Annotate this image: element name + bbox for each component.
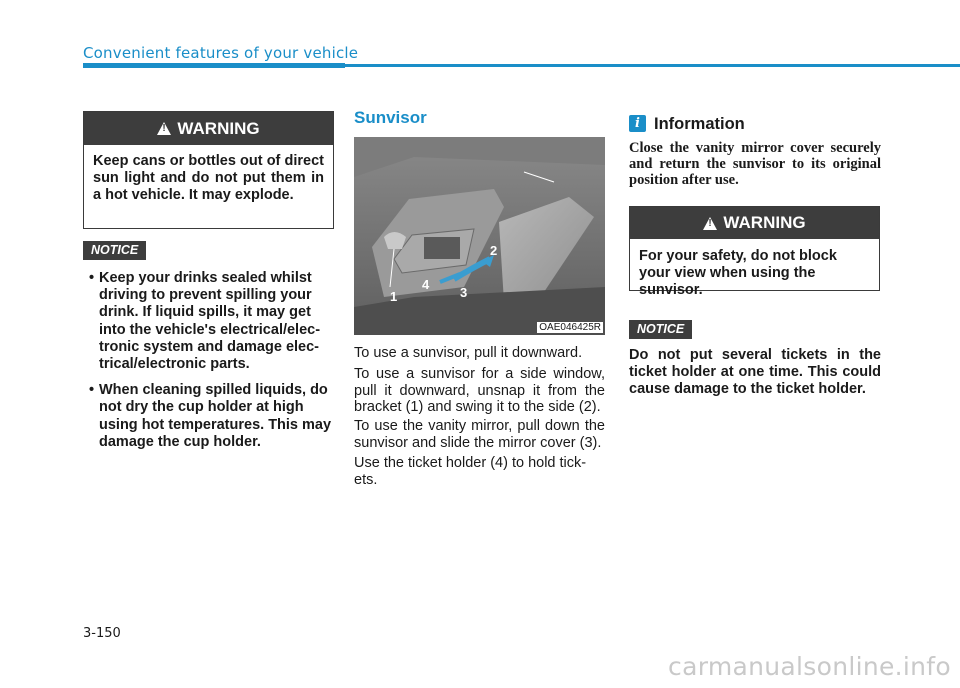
information-icon: i <box>629 115 646 132</box>
watermark-text: carmanualsonline.info <box>668 652 951 681</box>
notice-label-left: NOTICE <box>83 241 146 260</box>
image-reference-code: OAE046425R <box>539 322 601 333</box>
sunvisor-paragraph-3: To use the vanity mirror, pull down the sunvisor and slide the mirror cover (3). <box>354 418 605 451</box>
warning-text: Keep cans or bottles out of direct sun light and do not put them in a hot vehicle. It may explode. <box>93 153 324 203</box>
sunvisor-paragraph-2: To use a sunvisor for a side window, pull it downward, unsnap it from the bracket (1) and swing it to the side (2). <box>354 366 605 415</box>
warning-triangle-icon <box>703 217 717 230</box>
warning-box-sunvisor <box>629 206 880 298</box>
sunvisor-photo-drawing <box>354 137 605 335</box>
notice-label-right: NOTICE <box>629 320 692 339</box>
warning-text: For your safety, do not block your view when using the sunvisor. <box>639 248 837 298</box>
section-header-title: Convenient features of your vehicle <box>83 44 359 62</box>
page-number: 3-150 <box>83 626 121 641</box>
sunvisor-illustration <box>354 137 605 335</box>
callout-3: 3 <box>460 285 468 300</box>
list-item: • When cleaning spilled liquids, do not dry the cup holder at high using hot temperatures. This may damage the cup holder. <box>89 382 332 450</box>
information-title: Information <box>654 115 745 133</box>
warning-triangle-icon <box>157 122 171 135</box>
sunvisor-paragraph-1: To use a sunvisor, pull it downward. <box>354 345 583 361</box>
notice-bullet-list <box>89 270 333 460</box>
warning-header <box>630 207 879 239</box>
list-item: • Keep your drinks sealed whilst driving to prevent spilling your drink. If liquid spills, it may get into the vehicle's electrical/elec-tronic system and damage elec-trical/electronic parts. <box>89 270 321 373</box>
sunvisor-paragraph-4: Use the ticket holder (4) to hold tick-ets. <box>354 455 587 488</box>
warning-box-cans <box>83 111 334 229</box>
warning-heading: WARNING <box>723 213 806 232</box>
warning-heading: WARNING <box>177 118 260 138</box>
callout-2: 2 <box>490 243 498 258</box>
callout-4: 4 <box>422 277 430 292</box>
notice-text-right: Do not put several tickets in the ticket holder at one time. This could cause damage to the ticket holder. <box>629 347 881 397</box>
callout-1: 1 <box>390 289 398 304</box>
warning-header <box>84 112 333 145</box>
header-rule-accent <box>83 63 345 68</box>
section-title-sunvisor: Sunvisor <box>354 108 427 127</box>
information-text: Close the vanity mirror cover securely and return the sunvisor to its original position after use. <box>629 140 881 188</box>
